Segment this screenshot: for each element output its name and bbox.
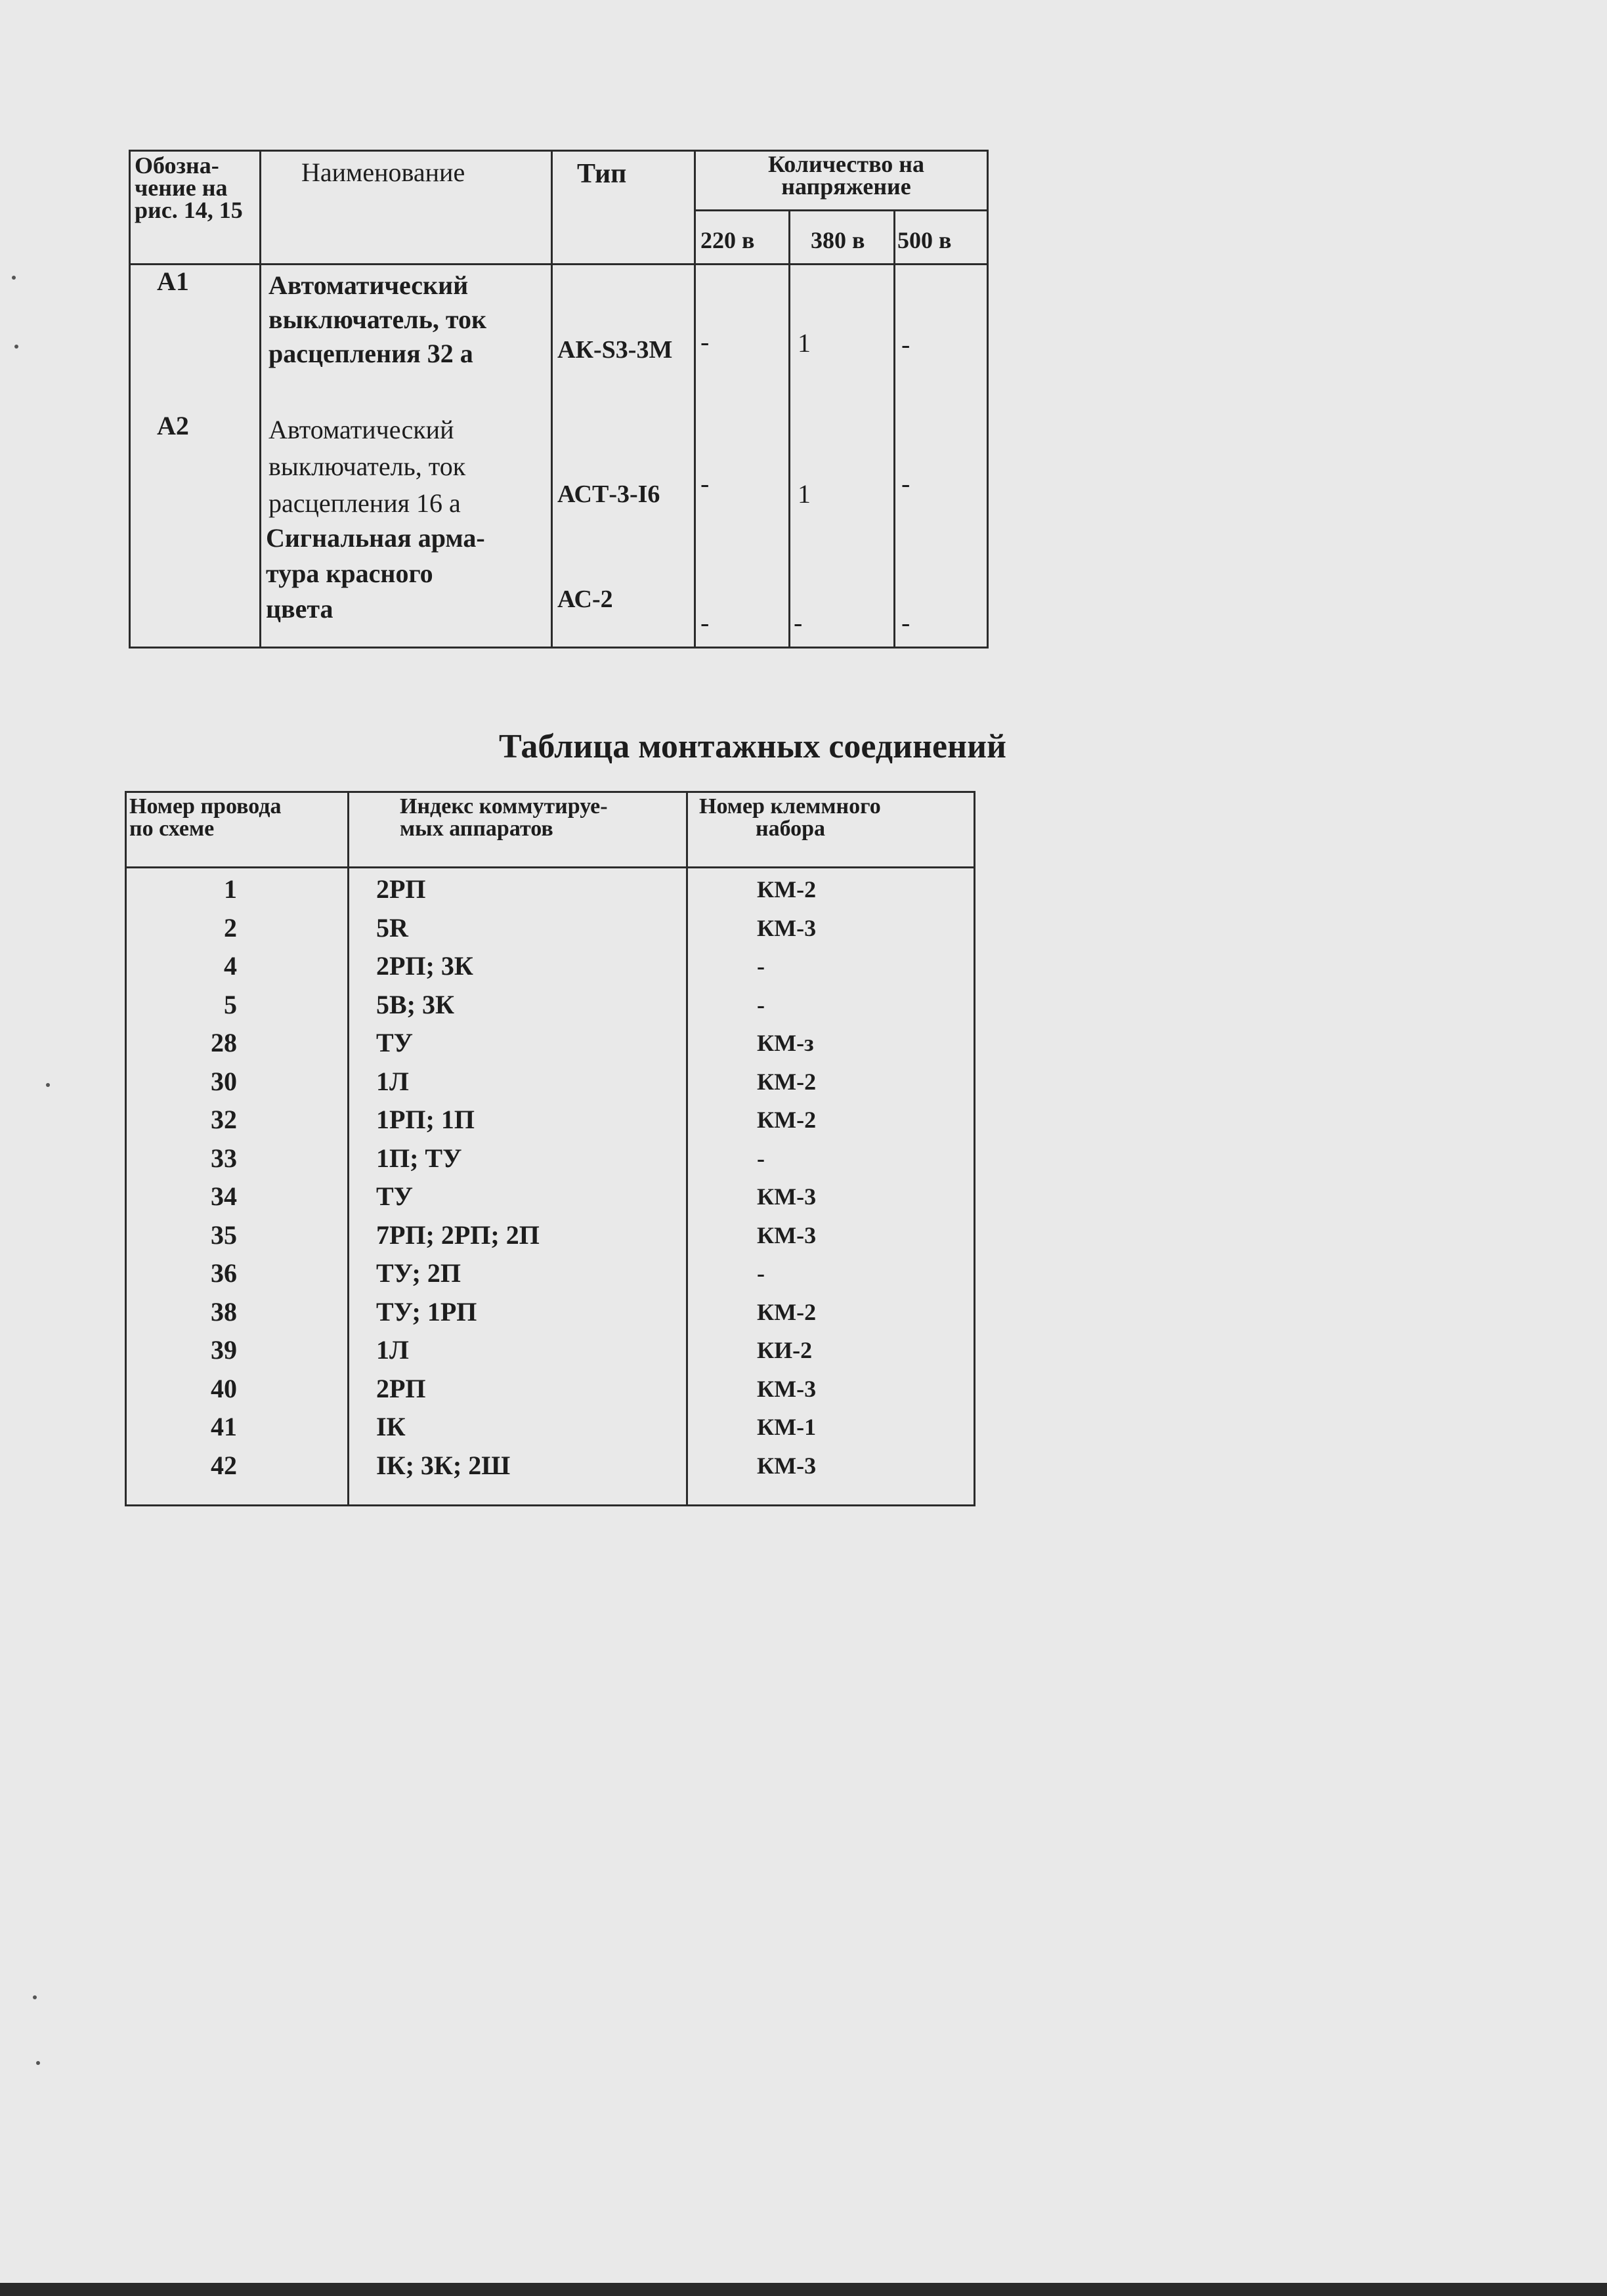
terminal-set-cell: - [757, 1260, 765, 1286]
table-row [127, 912, 974, 950]
terminal-set-cell: - [757, 991, 765, 1018]
device-index-cell: 1РП; 1П [376, 1105, 475, 1134]
scan-speck [33, 1995, 37, 1999]
table-divider [551, 152, 553, 647]
table-row [127, 989, 974, 1027]
device-index-cell: 5R [376, 912, 408, 943]
row-type: АС-2 [557, 585, 613, 613]
device-index-cell: 1Л [376, 1066, 409, 1096]
device-index-cell: 1П; ТУ [376, 1143, 462, 1173]
wire-number-cell: 5 [224, 989, 237, 1019]
device-index-cell: ТУ [376, 1181, 414, 1211]
header-designation: Обозна-чение на рис. 14, 15 [135, 152, 243, 223]
scan-speck [46, 1083, 50, 1087]
table-row [127, 950, 974, 989]
wire-number-cell: 39 [211, 1335, 237, 1365]
header-voltage-220: 220 в [700, 227, 755, 253]
header-voltage-500: 500 в [897, 227, 952, 253]
table-divider [893, 209, 895, 647]
wire-number-cell: 41 [211, 1412, 237, 1441]
terminal-set-cell: КМ-2 [757, 1068, 817, 1095]
terminal-set-cell: - [757, 953, 765, 979]
wire-number-cell: 4 [224, 951, 237, 981]
device-index-cell: 1Л [376, 1335, 409, 1365]
table-row [127, 873, 974, 912]
header-quantity: Количество на напряжение [767, 151, 925, 200]
terminal-set-cell: КМ-3 [757, 1375, 817, 1402]
row-name: Автоматический выключатель, ток расцепления 16 а [268, 415, 466, 518]
row-qty-500: - [901, 330, 911, 359]
wire-number-cell: 28 [211, 1028, 237, 1057]
terminal-set-cell: КМ-3 [757, 1222, 817, 1248]
wire-number-cell: 36 [211, 1258, 237, 1288]
scan-speck [36, 2061, 40, 2065]
terminal-set-cell: КМ-3 [757, 914, 817, 941]
row-qty-380: 1 [798, 479, 811, 509]
wire-number-cell: 33 [211, 1143, 237, 1173]
header-type: Тип [577, 159, 627, 189]
table-row [127, 1372, 974, 1411]
scan-speck [14, 345, 18, 349]
table-row [127, 1257, 974, 1296]
terminal-set-cell: КМ-1 [757, 1414, 817, 1440]
terminal-set-cell: КМ-3 [757, 1183, 817, 1210]
table-divider [131, 263, 987, 265]
terminal-set-cell: - [757, 1145, 765, 1172]
row-type: АК-S3-3М [557, 336, 673, 364]
table-row [127, 1334, 974, 1372]
table-row [127, 1065, 974, 1104]
connections-table [125, 791, 975, 1506]
terminal-set-cell: КМ-2 [757, 1298, 817, 1325]
device-index-cell: ТУ [376, 1028, 414, 1057]
scan-speck [12, 276, 16, 280]
header-name: Наименование [301, 158, 465, 187]
device-index-cell: 2РП [376, 874, 426, 904]
table-divider [694, 209, 987, 211]
wire-number-cell: 1 [224, 874, 237, 904]
wire-number-cell: 32 [211, 1105, 237, 1134]
header-voltage-380: 380 в [811, 227, 865, 253]
wire-number-cell: 35 [211, 1220, 237, 1250]
header-wire-number: Номер провода по схеме [129, 794, 282, 841]
table-row [127, 1449, 974, 1488]
wire-number-cell: 2 [224, 912, 237, 943]
table-row [127, 1142, 974, 1181]
table-row [127, 1219, 974, 1258]
header-device-index: Индекс коммутируе- мых аппаратов [400, 794, 608, 841]
wire-number-cell: 38 [211, 1296, 237, 1327]
terminal-set-cell: КМ-3 [757, 1452, 817, 1479]
row-name: Автоматический выключатель, ток расцепления 32 а [268, 270, 487, 368]
row-qty-220: - [700, 608, 710, 637]
row-qty-220: - [700, 469, 710, 498]
row-type: АСТ-3-I6 [557, 480, 660, 508]
device-index-cell: 7РП; 2РП; 2П [376, 1220, 540, 1250]
table-row [127, 1296, 974, 1334]
row-designation: А2 [157, 411, 189, 440]
device-index-cell: IК; 3К; 2Ш [376, 1450, 511, 1480]
row-qty-380: 1 [798, 328, 811, 358]
terminal-set-cell: КМ-з [757, 1030, 814, 1056]
table-row [127, 1411, 974, 1449]
table-divider [259, 152, 261, 647]
wire-number-cell: 42 [211, 1450, 237, 1480]
device-index-cell: 5В; 3К [376, 989, 455, 1019]
header-terminal-set: Номер клеммного набора [699, 794, 881, 841]
row-name: Сигнальная арма- тура красного цвета [266, 523, 485, 624]
wire-number-cell: 30 [211, 1066, 237, 1096]
row-qty-500: - [901, 469, 911, 498]
terminal-set-cell: КМ-2 [757, 1107, 817, 1133]
row-qty-380: - [794, 608, 803, 637]
table-row [127, 1180, 974, 1219]
row-qty-220: - [700, 327, 710, 356]
table-divider [788, 209, 790, 647]
device-index-cell: 2РП; 3К [376, 951, 473, 981]
table-row [127, 1027, 974, 1065]
device-index-cell: ТУ; 1РП [376, 1296, 477, 1327]
device-index-cell: IК [376, 1412, 406, 1441]
wire-number-cell: 40 [211, 1373, 237, 1403]
table-divider [127, 866, 974, 868]
device-index-cell: 2РП [376, 1373, 426, 1403]
table-divider [694, 152, 696, 647]
terminal-set-cell: КИ-2 [757, 1337, 813, 1363]
connections-rows [127, 873, 974, 1487]
row-qty-500: - [901, 608, 911, 637]
table-row [127, 1103, 974, 1142]
equipment-table [129, 150, 989, 648]
wire-number-cell: 34 [211, 1181, 237, 1211]
terminal-set-cell: КМ-2 [757, 876, 817, 903]
row-designation: А1 [157, 266, 189, 296]
connections-table-title: Таблица монтажных соединений [499, 728, 1006, 765]
scan-bottom-edge [0, 2283, 1607, 2296]
device-index-cell: ТУ; 2П [376, 1258, 461, 1288]
